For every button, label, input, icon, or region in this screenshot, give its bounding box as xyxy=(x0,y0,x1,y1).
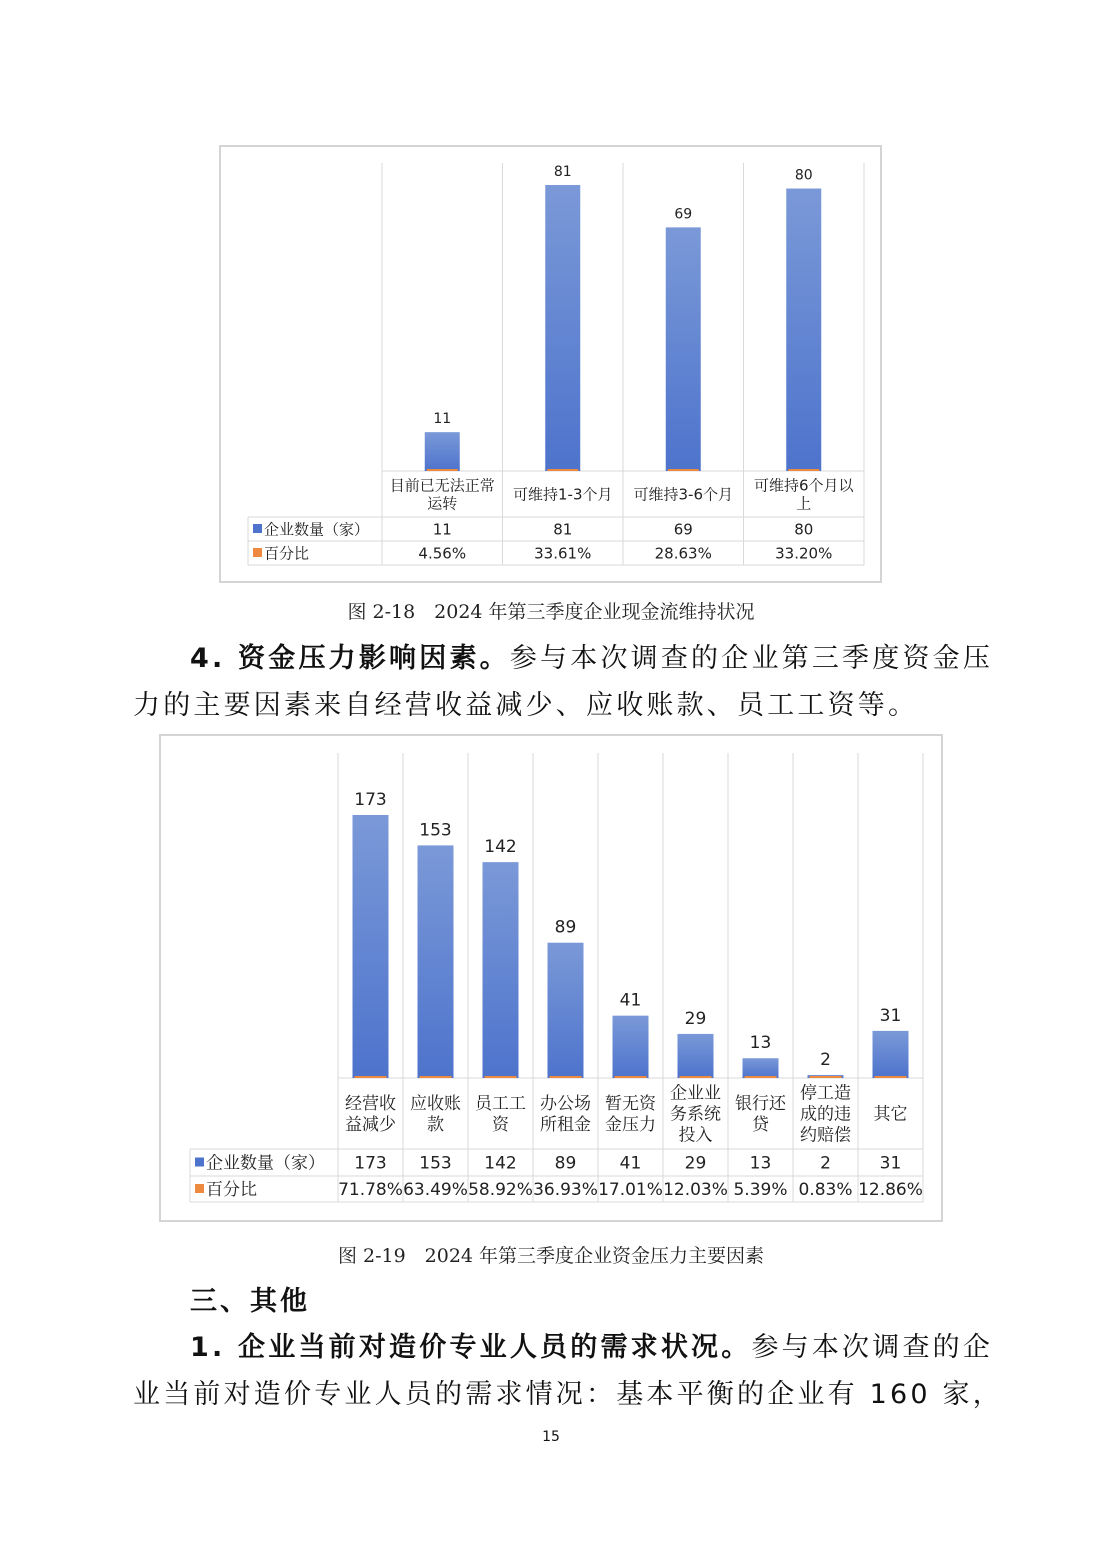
c1-legend-key-count xyxy=(253,524,262,533)
c2-bar-count xyxy=(483,862,519,1078)
c2-legend-key-count xyxy=(195,1158,204,1167)
c2-table-cell-count: 31 xyxy=(879,1153,902,1174)
c1-category-label: 运转 xyxy=(427,494,458,513)
c2-category-label: 益减少 xyxy=(345,1114,396,1135)
c2-category-label: 员工工 xyxy=(475,1093,526,1114)
c2-table-cell-percent: 58.92% xyxy=(468,1180,533,1201)
c2-bar-percent xyxy=(615,1076,647,1078)
c2-data-label: 153 xyxy=(419,820,452,841)
c1-category-label: 可维持1-3个月 xyxy=(512,485,613,504)
c1-category-label: 上 xyxy=(796,494,812,513)
c2-table-cell-count: 142 xyxy=(484,1153,517,1174)
c1-legend-key-percent xyxy=(253,548,262,557)
section-heading-other: 三、其他 xyxy=(190,1286,310,1317)
c1-bar-percent xyxy=(668,469,699,471)
c2-data-label: 2 xyxy=(820,1049,831,1070)
c2-bar-percent xyxy=(875,1076,907,1078)
paragraph-staff-demand-text: 参与本次调查的企 xyxy=(751,1332,994,1363)
c2-category-label: 所租金 xyxy=(540,1114,591,1135)
c1-data-label: 69 xyxy=(674,206,693,223)
c2-bar-percent xyxy=(420,1076,452,1078)
c2-table-cell-count: 153 xyxy=(419,1153,452,1174)
c2-category-label: 成的违 xyxy=(800,1104,851,1125)
c1-legend-label-percent: 百分比 xyxy=(264,544,310,563)
c2-bar-count xyxy=(353,815,389,1078)
c1-legend-label-count: 企业数量（家） xyxy=(264,520,370,539)
c2-category-label: 贷 xyxy=(752,1114,769,1135)
c2-table-cell-count: 29 xyxy=(684,1153,707,1174)
paragraph-staff-demand-line2: 业当前对造价专业人员的需求情况：基本平衡的企业有 160 家， xyxy=(133,1379,1003,1410)
c2-data-label: 173 xyxy=(354,790,387,810)
c2-data-label: 31 xyxy=(879,1005,902,1026)
c2-category-label: 款 xyxy=(427,1114,444,1135)
paragraph-staff-demand-line1 xyxy=(190,1325,993,1364)
paragraph-funding-pressure-heading: 4. 资金压力影响因素。 xyxy=(190,643,510,674)
paragraph-funding-pressure-text: 参与本次调查的企业第三季度资金压 xyxy=(509,643,994,674)
c2-data-label: 142 xyxy=(484,837,517,858)
c1-table-cell-percent: 28.63% xyxy=(654,544,712,563)
c2-table-cell-percent: 12.86% xyxy=(858,1180,923,1201)
c2-bar-percent xyxy=(680,1076,712,1078)
chart-cash-flow-svg xyxy=(221,147,884,585)
c2-table-cell-percent: 63.49% xyxy=(403,1180,468,1201)
c2-table-cell-count: 41 xyxy=(619,1153,642,1174)
c2-bar-count xyxy=(613,1016,649,1078)
c2-bar-percent xyxy=(485,1076,517,1078)
c2-table-cell-percent: 0.83% xyxy=(798,1180,853,1201)
c1-bar-count xyxy=(666,227,701,471)
paragraph-funding-pressure-line1 xyxy=(190,636,993,675)
c1-table-cell-count: 81 xyxy=(553,520,573,539)
c2-bar-count xyxy=(418,845,454,1078)
chart-funding-pressure xyxy=(159,734,943,1222)
c2-table-cell-count: 173 xyxy=(354,1153,387,1174)
c1-table-cell-percent: 4.56% xyxy=(418,544,467,563)
c1-table-cell-percent: 33.20% xyxy=(775,544,833,563)
c2-table-cell-percent: 71.78% xyxy=(338,1180,403,1201)
c1-bar-count xyxy=(786,189,821,471)
c1-bar-count xyxy=(545,185,580,471)
c2-bar-count xyxy=(548,943,584,1078)
chart-funding-pressure-svg xyxy=(161,736,945,1224)
c2-category-label: 金压力 xyxy=(605,1114,656,1135)
c2-category-label: 企业业 xyxy=(670,1083,721,1104)
c2-category-label: 银行还 xyxy=(735,1093,786,1114)
page-number: 15 xyxy=(542,1429,560,1445)
paragraph-funding-pressure-line2: 力的主要因素来自经营收益减少、应收账款、员工工资等。 xyxy=(133,690,919,721)
c2-data-label: 89 xyxy=(554,917,577,938)
c2-bar-count xyxy=(743,1058,779,1078)
c2-category-label: 务系统 xyxy=(670,1104,721,1125)
c2-table-cell-count: 2 xyxy=(820,1153,831,1174)
c2-table-cell-count: 89 xyxy=(554,1153,577,1174)
c2-data-label: 29 xyxy=(684,1008,707,1029)
c2-legend-label-count: 企业数量（家） xyxy=(206,1153,325,1174)
c2-bar-percent xyxy=(355,1076,387,1078)
c2-data-label: 41 xyxy=(619,990,642,1011)
c2-category-label: 应收账 xyxy=(410,1093,461,1114)
c2-category-label: 经营收 xyxy=(345,1093,396,1114)
c1-table-cell-count: 11 xyxy=(432,520,452,539)
figure-caption-2-18: 图 2-18 2024 年第三季度企业现金流维持状况 xyxy=(347,601,755,623)
c1-bar-percent xyxy=(788,469,819,471)
c2-bar-percent xyxy=(550,1076,582,1078)
c1-category-label: 可维持6个月以 xyxy=(753,476,854,495)
c2-category-label: 办公场 xyxy=(540,1093,591,1114)
c2-category-label: 投入 xyxy=(678,1125,713,1146)
c2-table-cell-percent: 17.01% xyxy=(598,1180,663,1201)
c1-table-cell-percent: 33.61% xyxy=(534,544,592,563)
c1-category-label: 可维持3-6个月 xyxy=(633,485,734,504)
c1-bar-count xyxy=(425,432,460,471)
c1-category-label: 目前已无法正常 xyxy=(389,476,495,495)
c1-data-label: 81 xyxy=(553,164,572,180)
figure-caption-2-19: 图 2-19 2024 年第三季度企业资金压力主要因素 xyxy=(337,1245,765,1267)
c2-table-cell-percent: 36.93% xyxy=(533,1180,598,1201)
chart-cash-flow xyxy=(219,145,882,583)
c1-bar-percent xyxy=(427,469,458,471)
c2-bar-percent xyxy=(810,1076,842,1078)
c2-category-label: 资 xyxy=(492,1114,509,1135)
c2-legend-label-percent: 百分比 xyxy=(206,1180,257,1201)
c1-data-label: 80 xyxy=(794,167,813,184)
c1-table-cell-count: 69 xyxy=(673,520,693,539)
c2-legend-key-percent xyxy=(195,1184,204,1193)
c1-bar-percent xyxy=(547,469,578,471)
c1-data-label: 11 xyxy=(433,411,452,428)
c2-category-label: 停工造 xyxy=(800,1083,851,1104)
c2-table-cell-percent: 12.03% xyxy=(663,1180,728,1201)
c2-bar-count xyxy=(873,1031,909,1078)
c2-table-cell-count: 13 xyxy=(749,1153,772,1174)
c2-bar-count xyxy=(678,1034,714,1078)
c1-table-cell-count: 80 xyxy=(794,520,814,539)
c2-table-cell-percent: 5.39% xyxy=(733,1180,788,1201)
paragraph-staff-demand-heading: 1. 企业当前对造价专业人员的需求状况。 xyxy=(190,1332,752,1363)
c2-data-label: 13 xyxy=(749,1033,772,1054)
c2-category-label: 暂无资 xyxy=(605,1093,656,1114)
c2-category-label: 其它 xyxy=(873,1104,908,1125)
c2-category-label: 约赔偿 xyxy=(800,1125,851,1146)
c2-bar-percent xyxy=(745,1076,777,1078)
